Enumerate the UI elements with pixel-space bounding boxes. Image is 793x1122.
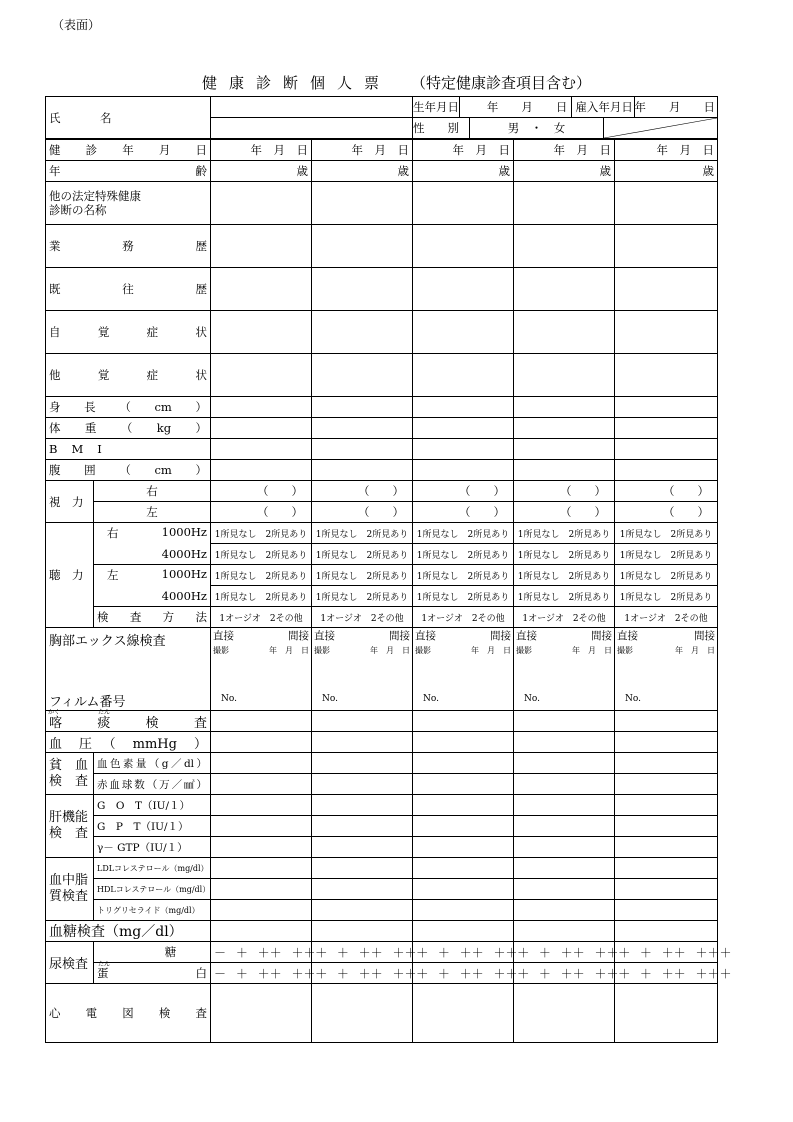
protein-ruby: たん — [98, 961, 111, 968]
bp-label: 血 圧 （ mmHg ） — [46, 732, 211, 753]
sputum-3[interactable] — [413, 711, 514, 732]
hdl-2[interactable] — [312, 879, 413, 900]
sputum-ruby-2: たん — [98, 709, 111, 716]
bmi-4[interactable] — [514, 439, 615, 460]
urine-sugar-3[interactable]: － ＋ ＋＋ ＋＋＋ — [413, 942, 514, 963]
bmi-2[interactable] — [312, 439, 413, 460]
hearing-right-4000-label — [94, 544, 211, 565]
waist-3[interactable] — [413, 460, 514, 481]
xray-1[interactable] — [211, 628, 312, 711]
xray-indirect-1[interactable]: 間接 — [288, 630, 309, 642]
hearing-label: 聴 力 — [46, 523, 94, 628]
hearing-left-1000-label — [94, 565, 211, 586]
hearing-l4000-1[interactable]: 1所見なし 2所見あり — [211, 586, 312, 607]
name-value-cell-lower[interactable] — [211, 118, 413, 140]
urine-sugar-4[interactable]: － ＋ ＋＋ ＋＋＋ — [514, 942, 615, 963]
vision-right-4[interactable]: （ ） — [514, 481, 615, 502]
birth-label: 生年月日 — [413, 97, 460, 117]
weight-4[interactable] — [514, 418, 615, 439]
weight-1[interactable] — [211, 418, 312, 439]
hearing-r4000-2[interactable]: 1所見なし 2所見あり — [312, 544, 413, 565]
sugar-label: 糖 — [94, 942, 211, 963]
weight-3[interactable] — [413, 418, 514, 439]
gpt-label: G P T（IU/１） — [94, 816, 211, 837]
method-1[interactable]: 1オージオ 2その他 — [211, 607, 312, 628]
urine-sugar-5[interactable]: － ＋ ＋＋ ＋＋＋ — [615, 942, 718, 963]
vision-left-5[interactable]: （ ） — [615, 502, 718, 523]
vision-left-label: 左 — [94, 502, 211, 523]
hemoglobin-5[interactable] — [615, 753, 718, 774]
subjective-label: 自覚症状 — [46, 311, 211, 354]
bmi-5[interactable] — [615, 439, 718, 460]
glucose-3[interactable] — [413, 921, 514, 942]
xray-shot-3: 撮影 — [415, 646, 431, 655]
rbc-4[interactable] — [514, 774, 615, 795]
xray-3[interactable] — [413, 628, 514, 711]
hearing-r1000-3[interactable]: 1所見なし 2所見あり — [413, 523, 514, 544]
anemia-label — [46, 753, 94, 795]
waist-2[interactable] — [312, 460, 413, 481]
waist-4[interactable] — [514, 460, 615, 481]
rbc-1[interactable] — [211, 774, 312, 795]
got-5[interactable] — [615, 795, 718, 816]
ldl-5[interactable] — [615, 858, 718, 879]
objective-4[interactable] — [514, 354, 615, 397]
waist-1[interactable] — [211, 460, 312, 481]
xray-direct-1[interactable]: 直接 — [213, 630, 234, 642]
special-exam-1[interactable] — [211, 182, 312, 225]
hz-4000-label: 4000Hz — [161, 546, 207, 561]
xray-date-1[interactable]: 年 月 日 — [269, 646, 309, 655]
urine-protein-5[interactable]: － ＋ ＋＋ ＋＋＋ — [615, 963, 718, 984]
hearing-l4000-5[interactable]: 1所見なし 2所見あり — [615, 586, 718, 607]
hemoglobin-label: 血色素量（g／dl） — [94, 753, 211, 774]
hearing-r4000-1[interactable]: 1所見なし 2所見あり — [211, 544, 312, 565]
xray-indirect-4[interactable]: 間接 — [591, 630, 612, 642]
objective-2[interactable] — [312, 354, 413, 397]
xray-no-4[interactable]: No. — [524, 694, 540, 704]
special-exam-label-2: 診断の名称 — [49, 203, 107, 217]
exam-date-2[interactable]: 年 月 日 — [312, 139, 413, 161]
xray-direct-5[interactable]: 直接 — [617, 630, 638, 642]
liver-label-1: 肝機能 — [49, 810, 89, 825]
hdl-4[interactable] — [514, 879, 615, 900]
hearing-l1000-3[interactable]: 1所見なし 2所見あり — [413, 565, 514, 586]
birth-value[interactable]: 年 月 日 — [460, 97, 572, 117]
ldl-1[interactable] — [211, 858, 312, 879]
ggtp-5[interactable] — [615, 837, 718, 858]
hdl-5[interactable] — [615, 879, 718, 900]
hemoglobin-3[interactable] — [413, 753, 514, 774]
subjective-5[interactable] — [615, 311, 718, 354]
rbc-3[interactable] — [413, 774, 514, 795]
waist-5[interactable] — [615, 460, 718, 481]
vision-right-label: 右 — [94, 481, 211, 502]
bp-1[interactable] — [211, 732, 312, 753]
vision-right-1[interactable]: （ ） — [211, 481, 312, 502]
side-label: （表面） — [52, 18, 101, 32]
subjective-2[interactable] — [312, 311, 413, 354]
method-2[interactable]: 1オージオ 2その他 — [312, 607, 413, 628]
xray-direct-3[interactable]: 直接 — [415, 630, 436, 642]
vision-label: 視 力 — [46, 481, 94, 523]
name-label-cell — [46, 97, 211, 140]
sputum-ruby-1: かく — [48, 709, 61, 716]
hemoglobin-1[interactable] — [211, 753, 312, 774]
xray-no-5[interactable]: No. — [625, 694, 641, 704]
diagonal-blank — [604, 118, 717, 138]
subjective-4[interactable] — [514, 311, 615, 354]
lipid-label-1: 血中脂 — [49, 873, 89, 888]
ldl-3[interactable] — [413, 858, 514, 879]
hire-value[interactable]: 年 月 日 — [634, 100, 716, 114]
hearing-r1000-1[interactable]: 1所見なし 2所見あり — [211, 523, 312, 544]
xray-label-cell — [46, 628, 211, 711]
got-2[interactable] — [312, 795, 413, 816]
hdl-3[interactable] — [413, 879, 514, 900]
tg-label: トリグリセライド（mg/dl） — [94, 900, 211, 921]
ecg-3[interactable] — [413, 984, 514, 1043]
xray-indirect-2[interactable]: 間接 — [389, 630, 410, 642]
hemoglobin-2[interactable] — [312, 753, 413, 774]
xray-no-1[interactable]: No. — [221, 694, 237, 704]
gpt-5[interactable] — [615, 816, 718, 837]
past-history-3[interactable] — [413, 268, 514, 311]
got-label: G O T（IU/１） — [94, 795, 211, 816]
hearing-r1000-5[interactable]: 1所見なし 2所見あり — [615, 523, 718, 544]
tg-5[interactable] — [615, 900, 718, 921]
urine-protein-2[interactable]: － ＋ ＋＋ ＋＋＋ — [312, 963, 413, 984]
waist-label: 腹囲（cm） — [46, 460, 211, 481]
bmi-1[interactable] — [211, 439, 312, 460]
hearing-right-label: 右 — [107, 526, 119, 541]
hire-label: 雇入年月日 — [572, 97, 634, 117]
rbc-5[interactable] — [615, 774, 718, 795]
method-5[interactable]: 1オージオ 2その他 — [615, 607, 718, 628]
past-history-4[interactable] — [514, 268, 615, 311]
protein-label-1: 蛋 — [97, 966, 109, 980]
xray-5[interactable] — [615, 628, 718, 711]
exam-date-5[interactable]: 年 月 日 — [615, 139, 718, 161]
hearing-l4000-4[interactable]: 1所見なし 2所見あり — [514, 586, 615, 607]
xray-label: 胸部エックス線検査 — [49, 634, 166, 649]
ecg-5[interactable] — [615, 984, 718, 1043]
tg-2[interactable] — [312, 900, 413, 921]
special-exam-label-1: 他の法定特殊健康 — [49, 189, 141, 203]
bp-4[interactable] — [514, 732, 615, 753]
weight-label: 体重（kg） — [46, 418, 211, 439]
sex-cell — [413, 118, 718, 140]
past-history-5[interactable] — [615, 268, 718, 311]
hearing-l1000-4[interactable]: 1所見なし 2所見あり — [514, 565, 615, 586]
hearing-left-label: 左 — [107, 568, 119, 583]
work-history-3[interactable] — [413, 225, 514, 268]
hz-4000-label-left: 4000Hz — [161, 588, 207, 603]
xray-date-4[interactable]: 年 月 日 — [572, 646, 612, 655]
glucose-5[interactable] — [615, 921, 718, 942]
anemia-label-2: 検 査 — [49, 773, 89, 789]
sputum-2[interactable] — [312, 711, 413, 732]
work-history-2[interactable] — [312, 225, 413, 268]
ggtp-label: γ－ GTP（IU/１） — [94, 837, 211, 858]
exam-date-3[interactable]: 年 月 日 — [413, 139, 514, 161]
hearing-l1000-5[interactable]: 1所見なし 2所見あり — [615, 565, 718, 586]
sputum-4[interactable] — [514, 711, 615, 732]
vision-right-3[interactable]: （ ） — [413, 481, 514, 502]
past-history-1[interactable] — [211, 268, 312, 311]
lipid-label — [46, 858, 94, 921]
hearing-l4000-2[interactable]: 1所見なし 2所見あり — [312, 586, 413, 607]
age-1[interactable]: 歳 — [211, 161, 312, 182]
glucose-1[interactable] — [211, 921, 312, 942]
ggtp-1[interactable] — [211, 837, 312, 858]
hearing-l1000-2[interactable]: 1所見なし 2所見あり — [312, 565, 413, 586]
xray-no-3[interactable]: No. — [423, 694, 439, 704]
glucose-label: 血糖検査（mg／dl） — [46, 921, 211, 942]
ldl-label: LDLコレステロール（mg/dl） — [94, 858, 211, 879]
hearing-r4000-5[interactable]: 1所見なし 2所見あり — [615, 544, 718, 565]
subjective-3[interactable] — [413, 311, 514, 354]
special-exam-5[interactable] — [615, 182, 718, 225]
vision-left-4[interactable]: （ ） — [514, 502, 615, 523]
birth-hire-cell — [413, 97, 718, 118]
page-title — [0, 72, 793, 93]
xray-date-3[interactable]: 年 月 日 — [471, 646, 511, 655]
xray-shot-1: 撮影 — [213, 646, 229, 655]
glucose-4[interactable] — [514, 921, 615, 942]
height-label: 身長（cm） — [46, 397, 211, 418]
ggtp-3[interactable] — [413, 837, 514, 858]
age-3[interactable]: 歳 — [413, 161, 514, 182]
urine-protein-4[interactable]: － ＋ ＋＋ ＋＋＋ — [514, 963, 615, 984]
gpt-2[interactable] — [312, 816, 413, 837]
xray-shot-2: 撮影 — [314, 646, 330, 655]
name-label: 氏 名 — [49, 110, 126, 125]
hearing-r4000-3[interactable]: 1所見なし 2所見あり — [413, 544, 514, 565]
sputum-1[interactable] — [211, 711, 312, 732]
hearing-r1000-2[interactable]: 1所見なし 2所見あり — [312, 523, 413, 544]
urine-protein-3[interactable]: － ＋ ＋＋ ＋＋＋ — [413, 963, 514, 984]
method-4[interactable]: 1オージオ 2その他 — [514, 607, 615, 628]
bp-2[interactable] — [312, 732, 413, 753]
work-history-5[interactable] — [615, 225, 718, 268]
weight-5[interactable] — [615, 418, 718, 439]
age-label: 年齢 — [46, 161, 211, 182]
objective-5[interactable] — [615, 354, 718, 397]
work-history-1[interactable] — [211, 225, 312, 268]
got-3[interactable] — [413, 795, 514, 816]
age-5[interactable]: 歳 — [615, 161, 718, 182]
gpt-3[interactable] — [413, 816, 514, 837]
rbc-2[interactable] — [312, 774, 413, 795]
xray-no-2[interactable]: No. — [322, 694, 338, 704]
height-1[interactable] — [211, 397, 312, 418]
subjective-1[interactable] — [211, 311, 312, 354]
exam-date-1[interactable]: 年 月 日 — [211, 139, 312, 161]
xray-direct-4[interactable]: 直接 — [516, 630, 537, 642]
got-4[interactable] — [514, 795, 615, 816]
liver-label — [46, 795, 94, 858]
ggtp-2[interactable] — [312, 837, 413, 858]
age-2[interactable]: 歳 — [312, 161, 413, 182]
ecg-4[interactable] — [514, 984, 615, 1043]
sputum-label — [46, 711, 211, 732]
hdl-1[interactable] — [211, 879, 312, 900]
objective-label: 他覚症状 — [46, 354, 211, 397]
sex-value[interactable]: 男 ・ 女 — [470, 118, 604, 138]
xray-indirect-3[interactable]: 間接 — [490, 630, 511, 642]
title-main: 健康診断個人票 — [201, 74, 391, 92]
ggtp-4[interactable] — [514, 837, 615, 858]
past-history-label: 既往歴 — [46, 268, 211, 311]
height-5[interactable] — [615, 397, 718, 418]
gpt-4[interactable] — [514, 816, 615, 837]
past-history-2[interactable] — [312, 268, 413, 311]
ecg-2[interactable] — [312, 984, 413, 1043]
height-2[interactable] — [312, 397, 413, 418]
protein-label — [94, 963, 211, 984]
name-value-cell[interactable] — [211, 97, 413, 118]
exam-date-4[interactable]: 年 月 日 — [514, 139, 615, 161]
vision-left-2[interactable]: （ ） — [312, 502, 413, 523]
hearing-l4000-3[interactable]: 1所見なし 2所見あり — [413, 586, 514, 607]
special-exam-3[interactable] — [413, 182, 514, 225]
vision-left-1[interactable]: （ ） — [211, 502, 312, 523]
urine-sugar-1[interactable]: － ＋ ＋＋ ＋＋＋ — [211, 942, 312, 963]
film-label: フィルム番号 — [49, 695, 126, 710]
hearing-left-4000-label — [94, 586, 211, 607]
vision-right-2[interactable]: （ ） — [312, 481, 413, 502]
hemoglobin-4[interactable] — [514, 753, 615, 774]
urine-protein-1[interactable]: － ＋ ＋＋ ＋＋＋ — [211, 963, 312, 984]
bmi-label — [46, 439, 211, 460]
method-3[interactable]: 1オージオ 2その他 — [413, 607, 514, 628]
hdl-label: HDLコレステロール（mg/dl） — [94, 879, 211, 900]
hearing-right-1000-label — [94, 523, 211, 544]
xray-shot-5: 撮影 — [617, 646, 633, 655]
method-label: 検査方法 — [94, 607, 211, 628]
xray-2[interactable] — [312, 628, 413, 711]
ldl-2[interactable] — [312, 858, 413, 879]
rbc-label: 赤血球数（万／㎣） — [94, 774, 211, 795]
hz-1000-label-left: 1000Hz — [161, 567, 207, 582]
work-history-label: 業務歴 — [46, 225, 211, 268]
urine-sugar-2[interactable]: － ＋ ＋＋ ＋＋＋ — [312, 942, 413, 963]
ecg-label: 心電図検査 — [46, 984, 211, 1043]
height-3[interactable] — [413, 397, 514, 418]
ldl-4[interactable] — [514, 858, 615, 879]
tg-3[interactable] — [413, 900, 514, 921]
bmi-3[interactable] — [413, 439, 514, 460]
bp-3[interactable] — [413, 732, 514, 753]
xray-direct-2[interactable]: 直接 — [314, 630, 335, 642]
work-history-4[interactable] — [514, 225, 615, 268]
urine-label: 尿検査 — [46, 942, 94, 984]
special-exam-4[interactable] — [514, 182, 615, 225]
special-exam-label — [46, 182, 211, 225]
sputum-5[interactable] — [615, 711, 718, 732]
anemia-label-1: 貧 血 — [49, 757, 89, 773]
weight-2[interactable] — [312, 418, 413, 439]
hz-1000-label: 1000Hz — [161, 525, 207, 540]
health-record-table — [45, 96, 732, 1043]
xray-4[interactable] — [514, 628, 615, 711]
vision-right-5[interactable]: （ ） — [615, 481, 718, 502]
lipid-label-2: 質検査 — [49, 889, 89, 904]
xray-date-2[interactable]: 年 月 日 — [370, 646, 410, 655]
hearing-r4000-4[interactable]: 1所見なし 2所見あり — [514, 544, 615, 565]
special-exam-2[interactable] — [312, 182, 413, 225]
hearing-r1000-4[interactable]: 1所見なし 2所見あり — [514, 523, 615, 544]
glucose-2[interactable] — [312, 921, 413, 942]
ecg-1[interactable] — [211, 984, 312, 1043]
hearing-l1000-1[interactable]: 1所見なし 2所見あり — [211, 565, 312, 586]
vision-left-3[interactable]: （ ） — [413, 502, 514, 523]
title-sub: （特定健康診査項目含む） — [411, 74, 592, 92]
gpt-1[interactable] — [211, 816, 312, 837]
got-1[interactable] — [211, 795, 312, 816]
exam-date-label: 健診年月日 — [46, 139, 211, 161]
protein-label-2: 白 — [195, 966, 207, 980]
tg-4[interactable] — [514, 900, 615, 921]
age-4[interactable]: 歳 — [514, 161, 615, 182]
tg-1[interactable] — [211, 900, 312, 921]
liver-label-2: 検 査 — [49, 826, 89, 841]
bmi-label-text: BMI — [49, 442, 116, 456]
xray-indirect-5[interactable]: 間接 — [694, 630, 716, 642]
xray-date-5[interactable]: 年 月 日 — [675, 646, 716, 655]
objective-3[interactable] — [413, 354, 514, 397]
sex-label: 性 別 — [413, 118, 470, 138]
bp-5[interactable] — [615, 732, 718, 753]
xray-shot-4: 撮影 — [516, 646, 532, 655]
objective-1[interactable] — [211, 354, 312, 397]
height-4[interactable] — [514, 397, 615, 418]
sputum-label-text: 喀痰検査 — [49, 715, 207, 731]
